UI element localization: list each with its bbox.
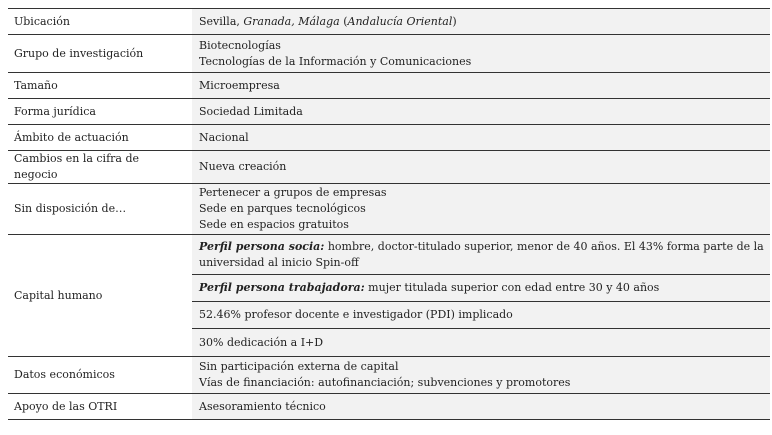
row-subvalue: 52.46% profesor docente e investigador (PDI) implicado xyxy=(192,302,770,329)
row-value: Sociedad Limitada xyxy=(192,99,770,125)
row-label: Ubicación xyxy=(8,9,192,35)
row-value: Nacional xyxy=(192,125,770,151)
table-row xyxy=(8,9,770,35)
company-profile-table xyxy=(8,8,770,420)
row-label: Sin disposición de… xyxy=(8,184,192,235)
row-subvalue: Perfil persona trabajadora: mujer titulada superior con edad entre 30 y 40 años xyxy=(192,275,770,302)
row-label: Tamaño xyxy=(8,73,192,99)
row-value: Biotecnologías Tecnologías de la Información y Comunicaciones xyxy=(192,35,770,73)
row-value: Nueva creación xyxy=(192,151,770,184)
row-subvalue: Perfil persona socia: hombre, doctor-titulado superior, menor de 40 años. El 43% forma parte de la universidad al inicio Spin-off xyxy=(192,235,770,275)
row-value: Pertenecer a grupos de empresas Sede en parques tecnológicos Sede en espacios gratuitos xyxy=(192,184,770,235)
row-label: Apoyo de las OTRI xyxy=(8,394,192,420)
row-label: Ámbito de actuación xyxy=(8,125,192,151)
table-row xyxy=(8,125,770,151)
row-value: Sin participación externa de capital Vías de financiación: autofinanciación; subvenciones y promotores xyxy=(192,357,770,394)
row-label: Grupo de investigación xyxy=(8,35,192,73)
table-row xyxy=(8,151,770,184)
table-row xyxy=(8,357,770,394)
table-row xyxy=(8,99,770,125)
row-value: Sevilla, Granada, Málaga (Andalucía Oriental) xyxy=(192,9,770,35)
row-value: Microempresa xyxy=(192,73,770,99)
table-row xyxy=(8,35,770,73)
table-row xyxy=(8,184,770,235)
row-label: Datos económicos xyxy=(8,357,192,394)
row-label: Forma jurídica xyxy=(8,99,192,125)
row-value: Asesoramiento técnico xyxy=(192,394,770,420)
table-row xyxy=(8,394,770,420)
row-subvalue: 30% dedicación a I+D xyxy=(192,329,770,357)
row-label: Capital humano xyxy=(8,235,192,357)
row-label: Cambios en la cifra de negocio xyxy=(8,151,192,184)
table-row xyxy=(8,235,770,275)
table-row xyxy=(8,73,770,99)
